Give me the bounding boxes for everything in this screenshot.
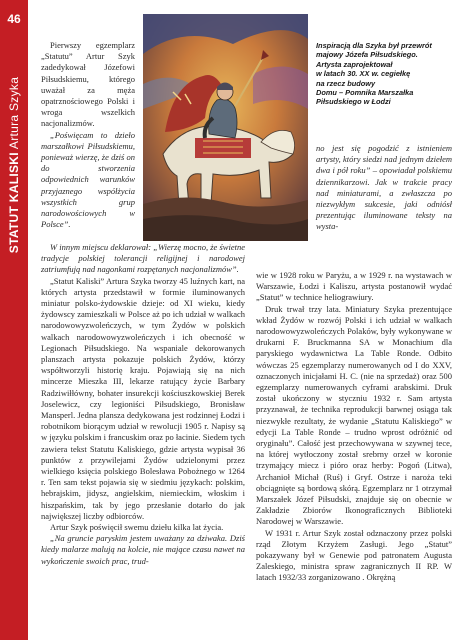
caption-line: na rzecz budowy (316, 78, 376, 88)
caption-line: w latach 30. XX w. cegiełkę (316, 69, 411, 79)
section-title (7, 77, 21, 253)
paragraph: Pierwszy egzemplarz „Statutu” Artur Szyk zadedykował Józefowi Piłsudskiemu, którego uważał za męża opatrznościowego Polski i wroga wszelkich nacjonalizmów. (41, 40, 135, 129)
quote-paragraph: „Poświęcam to dzieło marszałkowi Piłsudskiemu, ponieważ wierzę, że dziś on do stworzenia odpowiednich warunków przyjaznego współżycia wszystkich grup narodowościowych w Polsce”. (41, 129, 135, 230)
paragraph: „Statut Kaliski” Artura Szyka tworzy 45 luźnych kart, na których artysta przedstawił w formie iluminowanych miniatur polsko-żydowskie dzieje: od XI wieku, kiedy żydowscy zamieszkali w Polsce aż po ich udział w walkach narodowowyzwoleńczych, w tym Żydów w polskich walkach narodowowyzwoleńczych i ich obecność w Legionach Piłsudskiego. Na wspaniale dekorowanych planszach artysta pokazuje polskich Żydów, którzy współtworzyli historię kraju. Pojawiają się na nich mincerze Mieszka III, lekarze ratujący życie Barbary Radziwiłłówny, bohater insurekcji kościuszkowskiej Berek Joselewicz, czy legioniści Piłsudskiego, Bronisław Mansperl. Jedna plansza dedykowana jest rodzinnej Łodzi i robotnikom biorącym udział w rewolucji 1905 r. Napisy są w języku polskim i francuskim oraz po łacinie. Siedem tych zawiera tekst Statutu Kaliskiego, gdzie artysta wypisał 36 punktów z przywilejami Żydów udzielonymi przez wielkiego księcia polskiego Bolesława Pobożnego w 1264 r. Ten sam tekst pojawia się w siedmiu językach: polskim, hebrajskim, jidysz, angielskim, niemieckim, włoskim i hiszpańskim, tak by jego przesłanie dotarło do jak największej liczby odbiorców. (41, 275, 245, 521)
section-title-bold: STATUT KALISKI (7, 152, 21, 254)
image-caption (316, 41, 456, 107)
left-top-column (41, 40, 135, 230)
caption-line: Inspiracją dla Szyka był przewrót (316, 41, 432, 50)
paragraph: Druk trwał trzy lata. Miniatury Szyka prezentujące wkład Żydów w rozwój Polski i ich udział w walkach narodowowyzwoleńczych Polaków, były wykonywane w drukarni F. Bruckmanna SA w Monachium dla paryskiego wydawnictwa La Table Ronde. Odbito wówczas 25 egzemplarzy numerowanych od I do XXV, oznaczonych inicjałami H. C. (nie na sprzedaż) oraz 500 egzemplarzy numerowanych cyframi arabskimi. Druk został ukończony w styczniu 1932 r. Sam artysta przyznawał, że technika reprodukcji barwnej osiąga tak niezwykłe rezultaty, że wydanie „Statutu Kaliskiego” w edycji La Table Ronde – trudno wprost odróżnić od oryginału”. Całość jest przechowywana w szywnej tece, na której wytłoczony został srebrny orzeł w koronie trzymający miecz i pióro oraz herby: Pogoń (Litwa), Archanioł Michał (Ruś) i Gryf. Ostrze i naroża teki obciągnięte są bordową skórą. Egzemplarz nr 1 otrzymał Marszałek Józef Piłsudski, znajduje się on obecnie w Zakładzie Zbiorów Ikonograficznych Biblioteki Narodowej w Warszawie. (256, 303, 452, 527)
section-title-light: Artura Szyka (7, 76, 21, 150)
caption-line: Piłsudskiego w Łodzi (316, 97, 391, 107)
paragraph: W innym miejscu deklarował: „Wierzę mocno, że świetne tradycje polskiej tolerancji religijnej i narodowej zatriumfują nad nagonkami rozpętanych nacjonalizmów”. (41, 242, 245, 275)
caption-line: Artysta zaprojektował (316, 59, 393, 69)
painting-illustration (143, 14, 308, 241)
paragraph: W 1931 r. Artur Szyk został odznaczony przez polski rząd Złotym Krzyżem Zasługi. Jego „Statut” pokazywany był w Genewie pod patronatem Augusta Zaleskiego, ministra spraw zagranicznych II RP. W latach 1932/33 zorganizowano . Okrężną (256, 527, 452, 583)
page-number: 46 (7, 12, 21, 26)
quote-paragraph: „Na gruncie paryskim jestem uważany za dziwaka. Dziś kiedy malarze malują na kolcie, nie mające czasu nawet na wykończenie swoich prac, trud- (41, 533, 245, 566)
caption-line: Domu – Pomnika Marszałka (316, 88, 414, 98)
left-main-column (41, 242, 245, 567)
quote-continuation: no jest się pogodzić z istnieniem artysty, który siedzi nad jednym dziełem dwa i pół roku” – opowiadał polskiemu dziennikarzowi. Jak w trakcie pracy nad miniaturami, a zwłaszcza po niezwykłym sukcesie, jaki odniósł prezentując iluminowane teksty na wysta- (316, 143, 452, 232)
paragraph: Artur Szyk poświęcił swemu dziełu kilka lat życia. (50, 522, 224, 533)
caption-line: majowy Józefa Piłsudskiego. (316, 50, 418, 60)
right-main-column (256, 270, 452, 584)
section-sidebar (0, 0, 28, 640)
right-wrap-column (316, 143, 452, 233)
paragraph: wie w 1928 roku w Paryżu, a w 1929 r. na wystawach w Warszawie, Łodzi i Kaliszu, artysta postanowił wydać „Statut” w technice heliograwiury. (256, 270, 452, 303)
